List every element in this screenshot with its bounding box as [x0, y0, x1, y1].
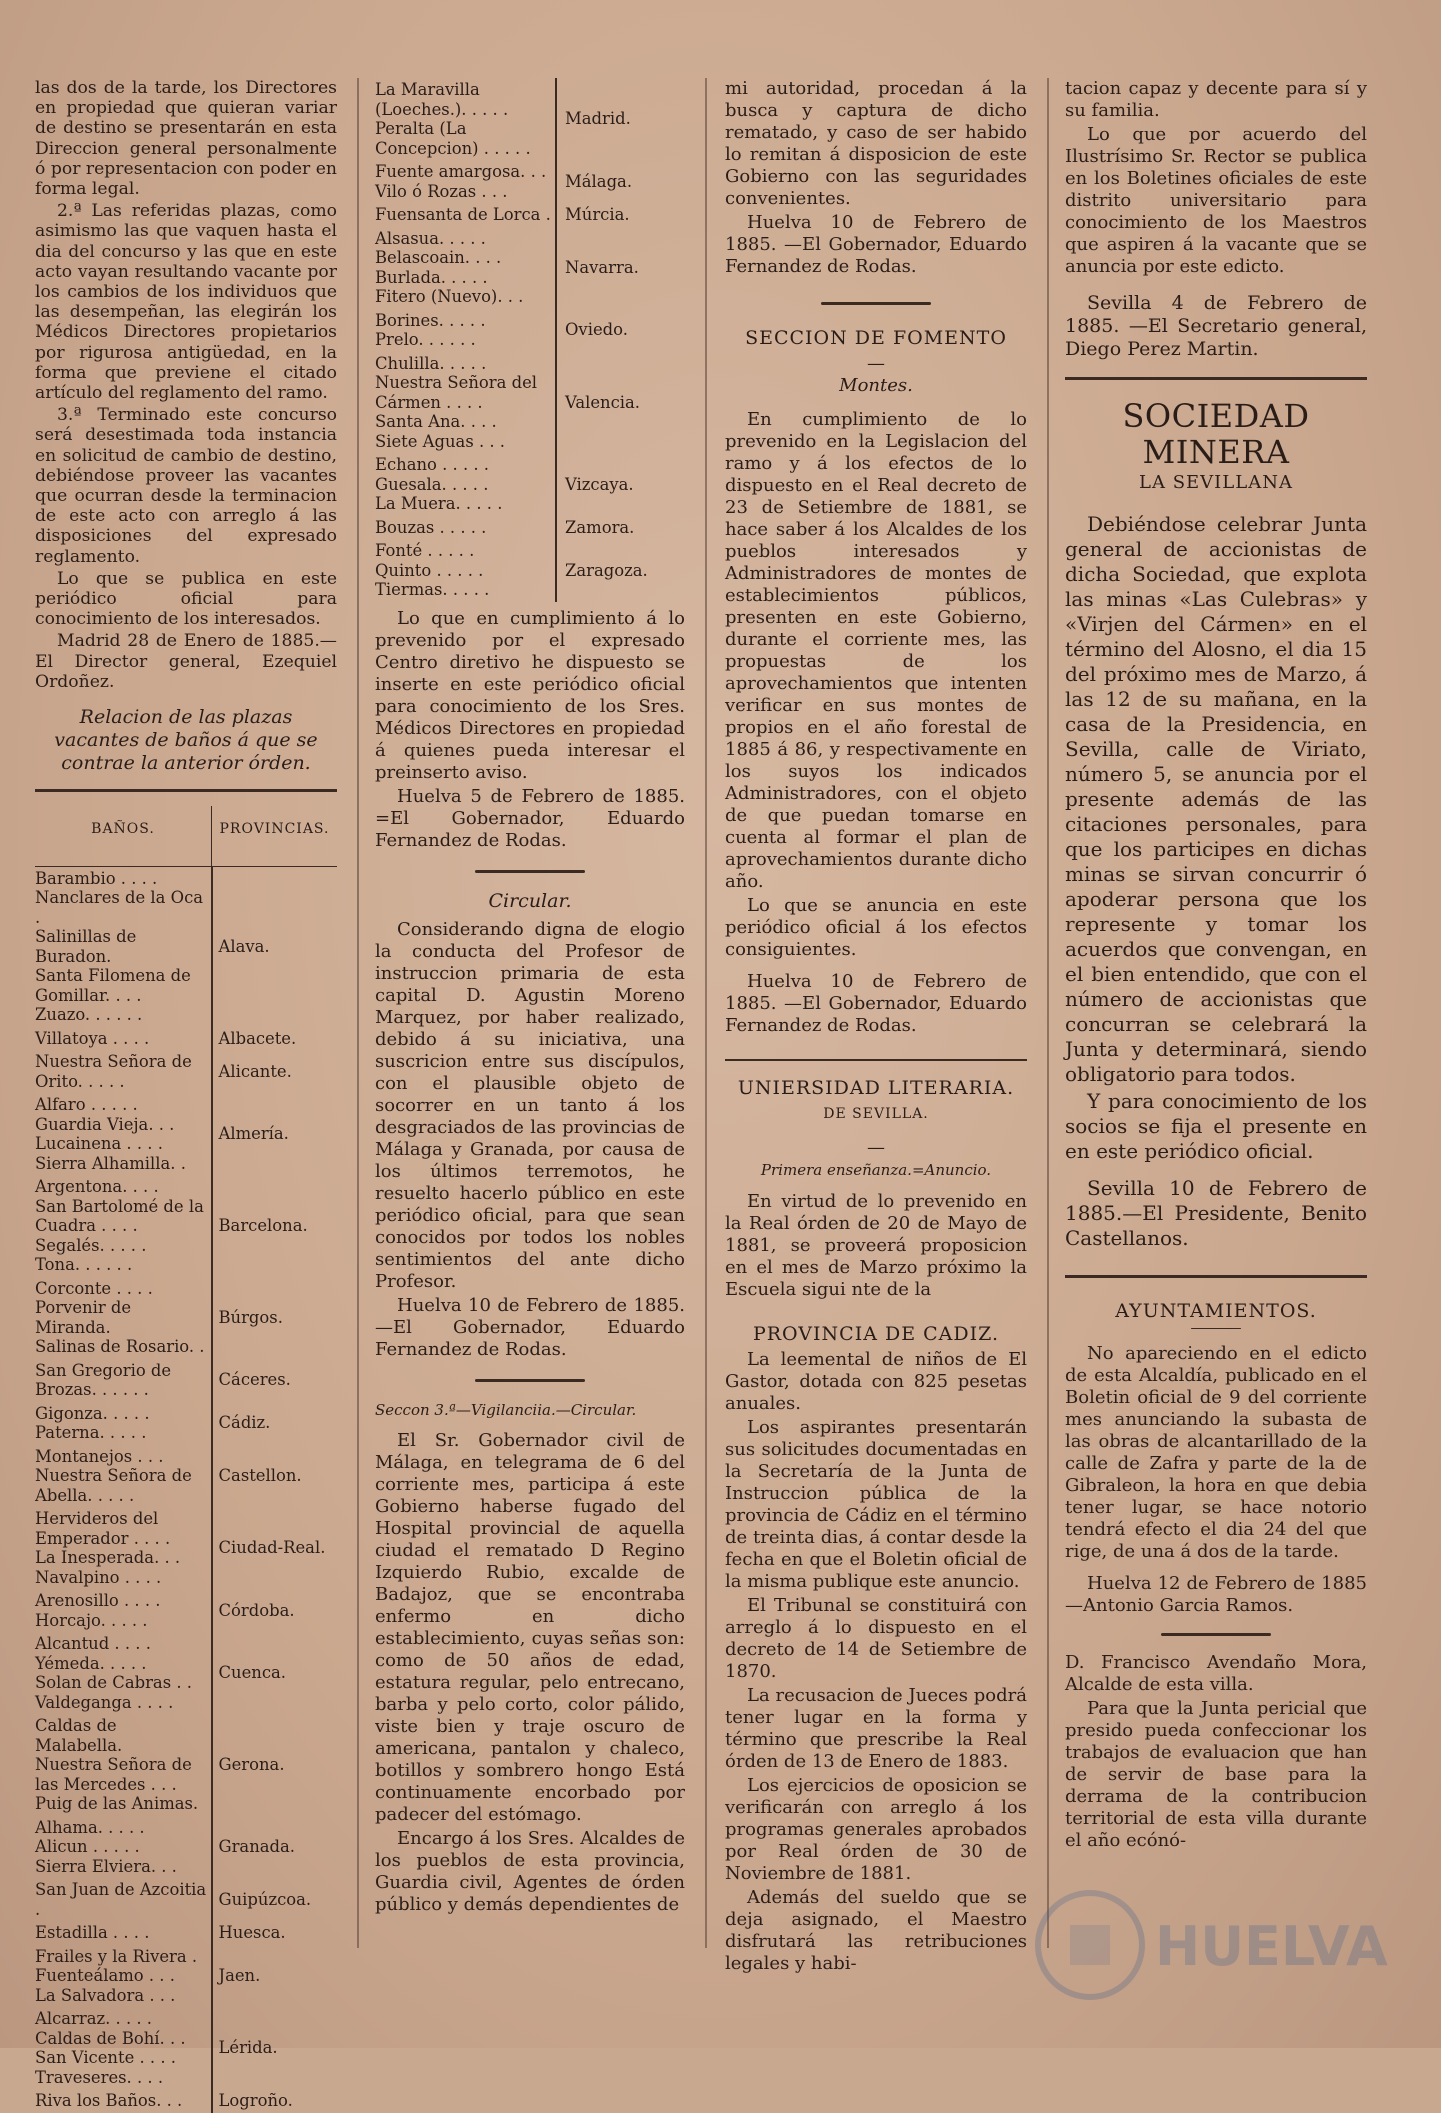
table-row — [35, 1714, 337, 1816]
table-row — [375, 160, 685, 203]
banos-table — [35, 806, 337, 2113]
signature: Huelva 10 de Febrero de 1885. —El Gobernador, Eduardo Fernandez de Rodas. — [725, 971, 1027, 1036]
provincia: Gerona. — [212, 1714, 338, 1816]
table-row — [35, 1632, 337, 1714]
divider — [1065, 1275, 1367, 1278]
column-rule — [1047, 78, 1049, 1948]
signature: Huelva 5 de Febrero de 1885. =El Gobernador, Eduardo Fernandez de Rodas. — [375, 785, 685, 851]
paragraph: D. Francisco Avendaño Mora, Alcalde de esta villa. — [1065, 1652, 1367, 1695]
table-row — [35, 866, 337, 1027]
bano-names: Arenosillo . . . . Horcajo. . . . . — [35, 1591, 161, 1630]
univ-subheading: DE SEVILLA. — [823, 1106, 929, 1122]
signature: Huelva 10 de Febrero de 1885. —El Gobernador, Eduardo Fernandez de Rodas. — [375, 1294, 685, 1360]
table-row — [35, 1050, 337, 1093]
provincia: Madrid. — [556, 78, 685, 160]
paragraph: Además del sueldo que se deja asignado, el Maestro disfrutará las retribuciones legales y habi- — [725, 1887, 1027, 1974]
provincia: Búrgos. — [212, 1277, 338, 1359]
bano-names: Argentona. . . . San Bartolomé de la Cuadra . . . . Segalés. . . . . Tona. . . . . . — [35, 1177, 204, 1275]
provincia: Cáceres. — [212, 1359, 338, 1402]
provincia: Castellon. — [212, 1445, 338, 1508]
paragraph: Lo que por acuerdo del Ilustrísimo Sr. Rector se publica en los Boletines oficiales de este distrito universitario para conocimiento de los Maestros que aspiren á la vacante que se anuncia por este edicto. — [1065, 124, 1367, 277]
table-row — [35, 2089, 337, 2113]
signature: Madrid 28 de Enero de 1885.—El Director general, Ezequiel Ordoñez. — [35, 631, 337, 692]
banos-body-2 — [375, 78, 685, 602]
paragraph: En virtud de lo prevenido en la Real órden de 20 de Mayo de 1881, se proveerá proposicion en el mes de Marzo próximo la Escuela sigui nte de la — [725, 1191, 1027, 1300]
banos-table-cont — [375, 78, 685, 602]
separator — [1161, 1633, 1271, 1636]
separator — [1191, 1328, 1241, 1329]
table-row — [35, 1093, 337, 1175]
bano-names: Hervideros del Emperador . . . . La Inesperada. . . Navalpino . . . . — [35, 1509, 181, 1587]
divider — [725, 1059, 1027, 1061]
provincia: Albacete. — [212, 1027, 338, 1051]
bano-names: Villatoya . . . . — [35, 1028, 150, 1048]
cadiz-heading: PROVINCIA DE CADIZ. — [752, 1323, 1000, 1345]
separator — [475, 870, 585, 873]
column-rule — [705, 78, 707, 1948]
column-3: mi autoridad, procedan á la busca y captura de dicho rematado, y caso de ser habido lo remitan á disposicion de este Gobierno con las seguridades convenientes. Huelva 10 de Febrero de 1885. —El Gobernador, Eduardo Fernandez de Rodas. SECCION DE FOMENTO — Montes. En cumplimiento de lo prevenido en la Legislacion del ramo y á los efectos de lo dispuesto en el Real decreto de 23 de Setiembre de 1881, se hace saber á los Alcaldes de los pueblos interesados y Administradores de montes de establecimientos públicos, presenten en este Gobierno, durante el corriente mes, las propuestas de los aprovechamientos que intenten verificar en sus montes de propios en el año forestal de 1885 á 86, y respectivamente en los suyos los indicados Administradores, con el objeto de que puedan tomarse en cuenta al formar el plan de aprovechamientos durante dicho año. Lo que se anuncia en este periódico oficial á los efectos consiguientes. Huelva 10 de Febrero de 1885. —El Gobernador, Eduardo Fernandez de Rodas. UNIERSIDAD LITERARIA. DE SEVILLA. — Primera enseñanza.=Anuncio. En virtud de lo prevenido en la Real órden de 20 de Mayo de 1881, se proveerá proposicion en el mes de Marzo próximo la Escuela sigui nte de la PROVINCIA DE CADIZ. La leemental de niños de El Gastor, dotada con 825 pesetas anuales. Los aspirantes presentarán sus solicitudes documentadas en la Secretaría de la Junta de Instruccion pública de la provincia de Cádiz en el término de treinta dias, á contar desde la fecha en que el Boletin oficial de la misma publique este anuncio. El Tribunal se constituirá con arreglo á lo dispuesto en el decreto de 14 de Setiembre de 1870. La recusacion de Jueces podrá tener lugar en la forma y término que prescribe la Real órden de 13 de Enero de 1883. Los ejercicios de oposicion se verificarán con arreglo á los programas generales aprobados por Real órden de 30 de Noviembre de 1881. Además del sueldo que se deja asignado, el Maestro disfrutará las retribuciones legales y habi- — [725, 78, 1027, 1974]
paragraph: La recusacion de Jueces podrá tener lugar en la forma y término que prescribe la Real órden de 13 de Enero de 1883. — [725, 1685, 1027, 1772]
paragraph: Los aspirantes presentarán sus solicitudes documentadas en la Secretaría de la Junta de Instruccion pública de la provincia de Cádiz en el término de treinta dias, á contar desde la fecha en que el Boletin oficial de la misma publique este anuncio. — [725, 1417, 1027, 1592]
provincia: Huesca. — [212, 1921, 338, 1945]
bano-names: Corconte . . . . Porvenir de Miranda. Salinas de Rosario. . — [35, 1278, 205, 1357]
bano-names: Estadilla . . . . — [35, 1923, 150, 1943]
paragraph: Lo que en cumplimiento á lo prevenido por el expresado Centro diretivo he dispuesto se inserte en este periódico oficial para conocimiento de los Sres. Médicos Directores en propiedad á quienes pueda interesar el preinserto aviso. — [375, 607, 685, 783]
paragraph: 3.ª Terminado este concurso será desestimada toda instancia en solicitud de cambio de destino, debiéndose proveer las vacantes que ocurran desde la terminacion de este acto con arreglo á las disposiciones del expresado reglamento. — [35, 405, 337, 567]
column-1 — [35, 78, 337, 2113]
paragraph: Debiéndose celebrar Junta general de accionistas de dicha Sociedad, que explota las minas «Las Culebras» y «Virjen del Cármen» en el término del Alosno, el dia 15 del próximo mes de Marzo, á las 12 de su mañana, en la casa de la Presidencia, en Sevilla, calle de Viriato, número 5, se anuncia por el presente además de las citaciones personales, para que los participes en dichas minas se sirvan concurrir ó apoderar persona que los represente y tomar los acuerdos que convengan, en el bien entendido, que con el número de accionistas que concurran se celebrará la Junta y determinará, siendo obligatorio para todos. — [1065, 512, 1367, 1086]
bano-names: Riva los Baños. . . — [35, 2091, 183, 2111]
column-rule — [357, 78, 359, 1948]
provincia: Alava. — [212, 866, 338, 1027]
th-banos: BAÑOS. — [35, 806, 212, 866]
provincia: Vizcaya. — [556, 453, 685, 516]
provincia: Oviedo. — [556, 309, 685, 352]
seccion-heading: Seccon 3.ª—Vigilanciia.—Circular. — [375, 1400, 637, 1419]
bano-names: Fuensanta de Lorca . — [375, 205, 551, 224]
bano-names: Gigonza. . . . . Paterna. . . . . — [35, 1403, 150, 1443]
bano-names: Montanejos . . . Nuestra Señora de Abella. . . . . — [35, 1446, 192, 1505]
th-provincias: PROVINCIAS. — [212, 806, 338, 866]
univ-heading: UNIERSIDAD LITERARIA. — [737, 1077, 1015, 1099]
table-row — [35, 1945, 337, 2008]
paragraph: 2.ª Las referidas plazas, como asimismo las que vaquen hasta el dia del concurso y las que en este acto vayan resultando vacante por los cambios de los individuos que las desempeñan, las elegirán los Médicos Directores propietarios por rigurosa antigüedad, en la forma que previene el citado artículo del reglamento del ramo. — [35, 201, 337, 404]
bano-names: Echano . . . . . Guesala. . . . . La Muera. . . . . — [375, 455, 503, 513]
ayuntamientos-heading: AYUNTAMIENTOS. — [1115, 1300, 1317, 1322]
table-row — [35, 1027, 337, 1051]
bano-names: Alcarraz. . . . . Caldas de Bohí. . . San Vicente . . . . Traveseres. . . . — [35, 2009, 186, 2087]
table-row — [35, 1921, 337, 1945]
provincia: Guipúzcoa. — [212, 1878, 338, 1921]
provincia: Zamora. — [556, 516, 685, 540]
provincia: Ciudad-Real. — [212, 1507, 338, 1589]
provincia: Almería. — [212, 1093, 338, 1175]
bano-names: Frailes y la Rivera . Fuenteálamo . . . La Salvadora . . . — [35, 1946, 198, 2005]
table-row — [375, 539, 685, 602]
table-row — [35, 1175, 337, 1277]
sociedad-subheading: LA SEVILLANA — [1139, 472, 1293, 493]
separator — [821, 302, 931, 305]
column-4 — [1065, 78, 1367, 1854]
column-2 — [375, 78, 685, 1918]
table-row — [35, 1445, 337, 1508]
provincia: Málaga. — [556, 160, 685, 203]
table-row — [375, 309, 685, 352]
bano-names: San Gregorio de Brozas. . . . . . — [35, 1360, 172, 1400]
archive-stamp — [1030, 1855, 1388, 2035]
provincia: Valencia. — [556, 352, 685, 454]
stamp-text: HUELVA — [1155, 1915, 1388, 1978]
paragraph: mi autoridad, procedan á la busca y captura de dicho rematado, y caso de ser habido lo remitan á disposicion de este Gobierno con las seguridades convenientes. — [725, 78, 1027, 209]
paragraph: No apareciendo en el edicto de esta Alcaldía, publicado en el Boletin oficial de 9 del corriente mes anunciando la subasta de las obras de alcantarillado de la calle de Zafra y parte de la de Gibraleon, la hora en que debia tener lugar, se hace notorio tendrá efecto el dia 24 del que rige, de una á dos de la tarde. — [1065, 1343, 1367, 1562]
separator — [475, 1379, 585, 1382]
table-row — [35, 1359, 337, 1402]
signature: Sevilla 10 de Febrero de 1885.—El Presidente, Benito Castellanos. — [1065, 1176, 1367, 1250]
table-row — [375, 203, 685, 227]
table-row — [35, 1589, 337, 1632]
bano-names: La Maravilla (Loeches.). . . . . Peralta (La Concepcion) . . . . . — [375, 80, 531, 158]
provincia: Granada. — [212, 1816, 338, 1879]
bano-names: Chulilla. . . . . Nuestra Señora del Cármen . . . . Santa Ana. . . . Siete Aguas . . . — [375, 353, 538, 451]
sociedad-heading: SOCIEDAD MINERA — [1122, 397, 1310, 471]
table-row — [375, 78, 685, 160]
circular-title: Circular. — [488, 889, 572, 912]
bano-names: San Juan de Azcoitia . — [35, 1880, 207, 1919]
table-row — [35, 1816, 337, 1879]
paragraph: las dos de la tarde, los Directores en propiedad que quieran variar de destino se presentarán en esta Direccion general personalmente ó por representacion con poder en forma legal. — [35, 78, 337, 200]
divider — [1065, 377, 1367, 380]
bano-names: Alcantud . . . . Yémeda. . . . . Solan de Cabras . . Valdeganga . . . . — [35, 1634, 192, 1712]
bano-names: Fonté . . . . . Quinto . . . . . Tiermas. . . . . — [375, 541, 490, 599]
provincia: Zaragoza. — [556, 539, 685, 602]
table-row — [35, 1507, 337, 1589]
provincia: Múrcia. — [556, 203, 685, 227]
provincia: Córdoba. — [212, 1589, 338, 1632]
paragraph: Para que la Junta pericial que presido pueda confeccionar los trabajos de evaluacion que han de servir de base para la derrama de la contribucion territorial de esta villa durante el año ecónó- — [1065, 1698, 1367, 1851]
paragraph: La leemental de niños de El Gastor, dotada con 825 pesetas anuales. — [725, 1349, 1027, 1414]
provincia: Logroño. — [212, 2089, 338, 2113]
primera-heading: Primera enseñanza.=Anuncio. — [760, 1161, 992, 1179]
paragraph: Lo que se anuncia en este periódico oficial á los efectos consiguientes. — [725, 895, 1027, 960]
provincia: Cádiz. — [212, 1402, 338, 1445]
paragraph: En cumplimiento de lo prevenido en la Legislacion del ramo y á los efectos de lo dispuesto en el Real decreto de 23 de Setiembre de 1881, se hace saber á los Alcaldes de los pueblos interesados y Administradores de montes de establecimientos públicos, presenten en este Gobierno, durante el corriente mes, las propuestas de los aprovechamientos que intenten verificar en sus montes de propios en el año forestal de 1885 á 86, y respectivamente en los suyos los indicados Administradores, con el objeto de que puedan tomarse en cuenta al formar el plan de aprovechamientos durante dicho año. — [725, 409, 1027, 892]
relacion-heading: Relacion de las plazas vacantes de baños á que se contrae la anterior órden. — [54, 706, 318, 775]
provincia: Lérida. — [212, 2007, 338, 2089]
fomento-heading: SECCION DE FOMENTO — [745, 327, 1007, 349]
paragraph: Considerando digna de elogio la conducta del Profesor de instruccion primaria de esta capital D. Agustin Moreno Marquez, por haber realizado, debido á su iniciativa, una suscricion entre sus discípulos, con el plausible objeto de socorrer en un tanto á los desgraciados de las provincias de Málaga y Granada, por causa de los últimos terremotos, he resuelto hacerlo público en este periódico oficial, para que sean conocidos por todos los nobles sentimientos del ante dicho Profesor. — [375, 918, 685, 1292]
table-row — [375, 516, 685, 540]
paragraph: tacion capaz y decente para sí y su familia. — [1065, 78, 1367, 121]
table-row — [375, 227, 685, 309]
banos-body — [35, 866, 337, 2113]
paragraph: Lo que se publica en este periódico oficial para conocimiento de los interesados. — [35, 568, 337, 630]
bano-names: Alhama. . . . . Alicun . . . . . Sierra Elviera. . . — [35, 1817, 177, 1876]
bano-names: Bouzas . . . . . — [375, 517, 487, 537]
table-row — [35, 1402, 337, 1445]
paragraph: Encargo á los Sres. Alcaldes de los pueblos de esta provincia, Guardia civil, Agentes de órden público y demás dependientes de — [375, 1827, 685, 1915]
provincia: Barcelona. — [212, 1175, 338, 1277]
table-row — [35, 1277, 337, 1359]
paragraph: Y para conocimiento de los socios se fija el presente en en este periódico oficial. — [1065, 1089, 1367, 1163]
paragraph: El Sr. Gobernador civil de Málaga, en telegrama de 6 del corriente mes, participa á este Gobierno haberse fugado del Hospital provincial de aquella ciudad el rematado D Regino Izquierdo Rubio, excalde de Badajoz, que se encontraba enfermo en dicho establecimiento, cuyas señas son: como de 50 años de edad, estatura regular, pelo entrecano, barba y pelo corto, color pálido, viste bien y traje oscuro de americana, pantalon y chaleco, botillos y sombrero hongo Está continuamente encorbado por padecer del estómago. — [375, 1429, 685, 1825]
signature: Huelva 10 de Febrero de 1885. —El Gobernador, Eduardo Fernandez de Rodas. — [725, 212, 1027, 277]
table-row — [35, 2007, 337, 2089]
signature: Sevilla 4 de Febrero de 1885. —El Secretario general, Diego Perez Martin. — [1065, 292, 1367, 360]
bano-names: Barambio . . . . Nanclares de la Oca . Salinillas de Buradon. Santa Filomena de Gomillar. . . . Zuazo. . . . . . — [35, 868, 204, 1025]
bano-names: Alsasua. . . . . Belascoain. . . . Burlada. . . . . Fitero (Nuevo). . . — [375, 228, 524, 306]
paragraph: El Tribunal se constituirá con arreglo á lo dispuesto en el decreto de 14 de Setiembre de 1870. — [725, 1595, 1027, 1682]
table-row — [375, 352, 685, 454]
divider — [35, 789, 337, 792]
provincia: Alicante. — [212, 1050, 338, 1093]
bano-names: Nuestra Señora de Orito. . . . . — [35, 1052, 192, 1091]
provincia: Navarra. — [556, 227, 685, 309]
bano-names: Caldas de Malabella. Nuestra Señora de las Mercedes . . . Puig de las Animas. — [35, 1716, 199, 1814]
bano-names: Borines. . . . . Prelo. . . . . . — [375, 310, 486, 349]
table-row — [375, 453, 685, 516]
montes-subheading: Montes. — [839, 375, 913, 396]
signature: Huelva 12 de Febrero de 1885 —Antonio Garcia Ramos. — [1065, 1573, 1367, 1616]
bano-names: Alfaro . . . . . Guardia Vieja. . . Lucainena . . . . Sierra Alhamilla. . — [35, 1095, 186, 1173]
paragraph: Los ejercicios de oposicion se verificarán con arreglo á los programas generales aprobados por Real órden de 30 de Noviembre de 1881. — [725, 1775, 1027, 1884]
provincia: Cuenca. — [212, 1632, 338, 1714]
table-row — [35, 1878, 337, 1921]
bano-names: Fuente amargosa. . . Vilo ó Rozas . . . — [375, 162, 547, 201]
provincia: Jaen. — [212, 1945, 338, 2008]
